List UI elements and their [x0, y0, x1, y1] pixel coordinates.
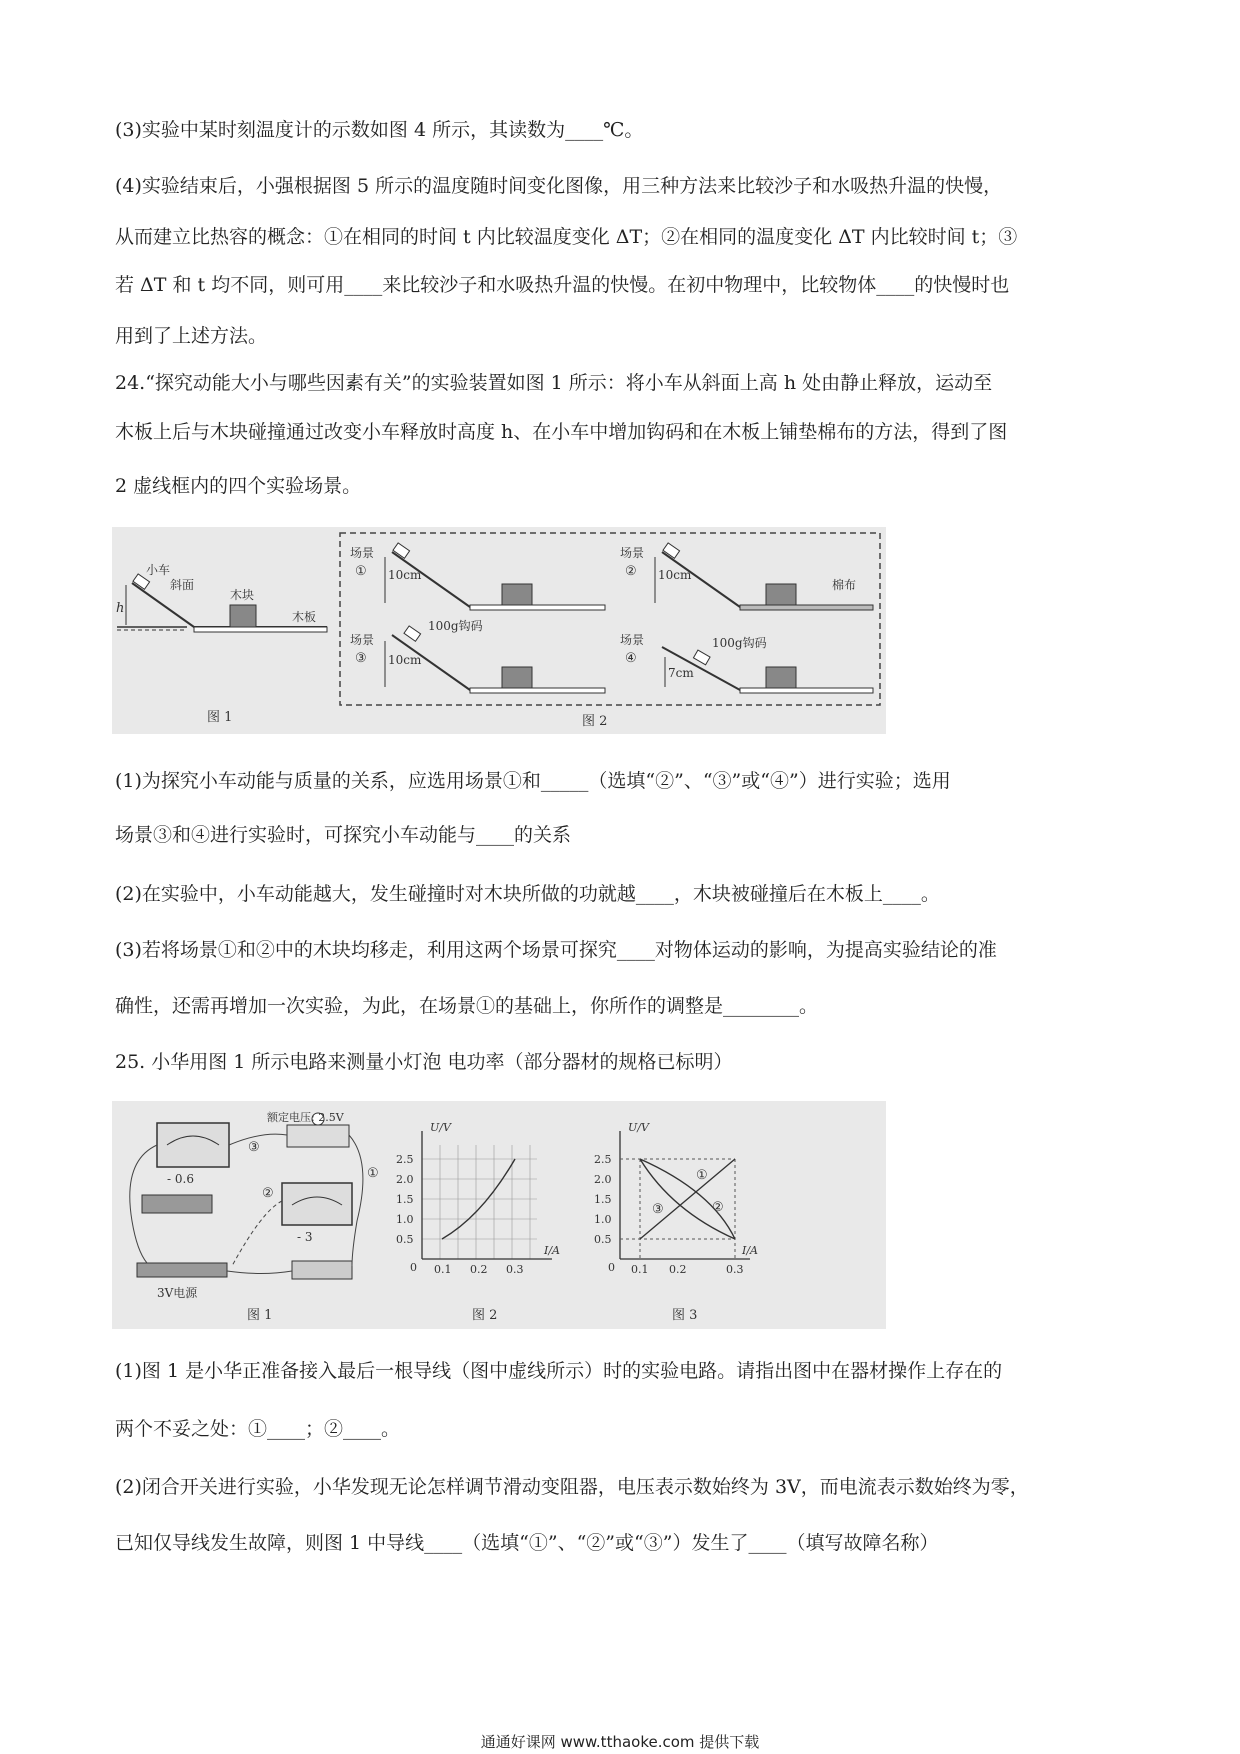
- svg-text:0.5: 0.5: [396, 1233, 414, 1246]
- text-line: 木板上后与木块碰撞通过改变小车释放时高度 h、在小车中增加钩码和在木板上铺垫棉布的方法，得到了图: [115, 421, 1008, 443]
- svg-text:④: ④: [625, 651, 637, 666]
- svg-text:场景: 场景: [350, 546, 375, 560]
- svg-text:100g钩码: 100g钩码: [712, 636, 767, 650]
- svg-text:②: ②: [712, 1200, 724, 1215]
- svg-text:②: ②: [262, 1186, 274, 1201]
- scene-3: [350, 619, 605, 693]
- text-line: (1)图 1 是小华正准备接入最后一根导线（图中虚线所示）时的实验电路。请指出图中在器材操作上存在的: [115, 1360, 1003, 1382]
- svg-text:①: ①: [355, 564, 367, 579]
- svg-text:0: 0: [410, 1261, 417, 1274]
- slope-label: 斜面: [170, 578, 195, 592]
- svg-text:图 1: 图 1: [247, 1308, 273, 1323]
- svg-text:场景: 场景: [620, 633, 645, 647]
- text-line: 已知仅导线发生故障，则图 1 中导线____（选填“①”、“②”或“③”）发生了____（填写故障名称）: [115, 1532, 939, 1554]
- svg-text:U/V: U/V: [628, 1121, 649, 1134]
- scene-2: [620, 543, 873, 610]
- text-line: (2)闭合开关进行实验，小华发现无论怎样调节滑动变阻器，电压表示数始终为 3V，而电流表示数始终为零，: [115, 1476, 1029, 1498]
- fig2-caption: 图 2: [582, 714, 608, 729]
- text-line: 场景③和④进行实验时，可探究小车动能与____的关系: [115, 824, 572, 846]
- text-line: 若 ΔT 和 t 均不同，则可用____来比较沙子和水吸热升温的快慢。在初中物理中，比较物体____的快慢时也: [115, 274, 1010, 296]
- svg-text:②: ②: [625, 564, 637, 579]
- question-25: 25. 小华用图 1 所示电路来测量小灯泡 电功率（部分器材的规格已标明）: [115, 1051, 733, 1073]
- svg-text:0.3: 0.3: [506, 1263, 524, 1276]
- kinetic-energy-figure: [112, 527, 886, 734]
- question-24: 24.“探究动能大小与哪些因素有关”的实验装置如图 1 所示：将小车从斜面上高 h 处由静止释放，运动至: [115, 372, 993, 394]
- scene-4: [620, 632, 873, 693]
- svg-text:3V电源: 3V电源: [157, 1286, 198, 1300]
- text-line: (1)为探究小车动能与质量的关系，应选用场景①和_____（选填“②”、“③”或“④”）进行实验；选用: [115, 770, 951, 792]
- svg-text:0.3: 0.3: [726, 1263, 744, 1276]
- svg-text:场景: 场景: [350, 633, 375, 647]
- text-line: 从而建立比热容的概念：①在相同的时间 t 内比较温度变化 ΔT；②在相同的温度变化 ΔT 内比较时间 t；③: [115, 226, 1018, 248]
- svg-text:- 0.6: - 0.6: [167, 1172, 194, 1186]
- svg-text:0: 0: [608, 1261, 615, 1274]
- board-label: 木板: [292, 610, 317, 624]
- svg-text:1.0: 1.0: [594, 1213, 612, 1226]
- svg-text:额定电压: 2.5V: 额定电压: 2.5V: [267, 1111, 344, 1124]
- text-line: (3)实验中某时刻温度计的示数如图 4 所示，其读数为____℃。: [115, 119, 644, 141]
- svg-text:场景: 场景: [620, 546, 645, 560]
- fig1-caption: 图 1: [207, 710, 233, 725]
- text-line: (4)实验结束后，小强根据图 5 所示的温度随时间变化图像，用三种方法来比较沙子和水吸热升温的快慢，: [115, 175, 1003, 197]
- svg-text:10cm: 10cm: [658, 568, 692, 582]
- fig1-apparatus: [116, 563, 327, 725]
- svg-text:100g钩码: 100g钩码: [428, 619, 483, 633]
- text-line: 确性，还需再增加一次实验，为此，在场景①的基础上，你所作的调整是________。: [115, 995, 819, 1017]
- svg-text:2.0: 2.0: [396, 1173, 414, 1186]
- svg-text:10cm: 10cm: [388, 568, 422, 582]
- circuit-figure: [112, 1101, 886, 1329]
- svg-text:①: ①: [367, 1166, 379, 1181]
- svg-text:1.5: 1.5: [396, 1193, 414, 1206]
- u-i-graph-2: [396, 1121, 560, 1323]
- u-i-graph-3: [594, 1121, 758, 1323]
- svg-text:0.5: 0.5: [594, 1233, 612, 1246]
- h-label: h: [116, 601, 125, 616]
- svg-text:0.1: 0.1: [631, 1263, 649, 1276]
- text-line: (2)在实验中，小车动能越大，发生碰撞时对木块所做的功就越____，木块被碰撞后在木板上____。: [115, 883, 940, 905]
- svg-text:U/V: U/V: [430, 1121, 451, 1134]
- svg-text:0.1: 0.1: [434, 1263, 452, 1276]
- svg-text:③: ③: [355, 651, 367, 666]
- svg-text:棉布: 棉布: [832, 578, 857, 592]
- svg-text:I/A: I/A: [742, 1244, 758, 1257]
- car-label: 小车: [146, 563, 171, 577]
- svg-text:2.0: 2.0: [594, 1173, 612, 1186]
- svg-text:1.5: 1.5: [594, 1193, 612, 1206]
- svg-text:1.0: 1.0: [396, 1213, 414, 1226]
- svg-text:0.2: 0.2: [470, 1263, 488, 1276]
- svg-text:图 2: 图 2: [472, 1308, 498, 1323]
- fig2-frame: [340, 533, 880, 705]
- svg-text:图 3: 图 3: [672, 1308, 698, 1323]
- text-line: (3)若将场景①和②中的木块均移走，利用这两个场景可探究____对物体运动的影响，为提高实验结论的准: [115, 939, 997, 961]
- page-footer: 通通好课网 www.tthaoke.com 提供下载: [480, 1733, 760, 1751]
- text-line: 2 虚线框内的四个实验场景。: [115, 475, 362, 497]
- block-label: 木块: [230, 588, 255, 602]
- circuit-diagram: [130, 1110, 379, 1323]
- svg-text:①: ①: [696, 1168, 708, 1183]
- scene-1: [350, 543, 605, 610]
- text-line: 两个不妥之处：①____；②____。: [115, 1418, 401, 1440]
- svg-text:③: ③: [248, 1140, 260, 1155]
- svg-text:③: ③: [652, 1202, 664, 1217]
- svg-text:2.5: 2.5: [396, 1153, 414, 1166]
- svg-text:- 3: - 3: [297, 1230, 313, 1244]
- text-line: 用到了上述方法。: [115, 325, 268, 347]
- svg-text:10cm: 10cm: [388, 653, 422, 667]
- svg-text:7cm: 7cm: [668, 666, 694, 680]
- svg-text:0.2: 0.2: [669, 1263, 687, 1276]
- svg-text:I/A: I/A: [544, 1244, 560, 1257]
- svg-text:2.5: 2.5: [594, 1153, 612, 1166]
